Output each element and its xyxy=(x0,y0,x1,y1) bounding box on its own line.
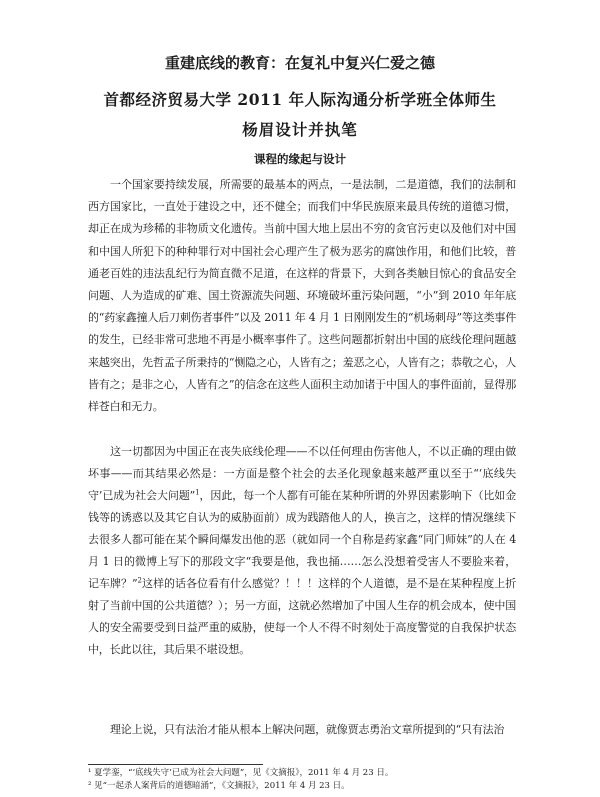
designer-line: 杨眉设计并执笔 xyxy=(242,120,358,139)
paragraph2-text-a: 这一切都因为中国正在丧失底线伦理——不以任何理由伤害他人，不以正确的理由做坏事——而其结果必然是：一方面是整个社会的去圣化现象越来越严重以至于“‘底线失守’已成为社会大问题” xyxy=(88,445,516,502)
paragraph2-text-c: 这样的话各位看有什么感觉？！！！这样的个人道德，是不是在某种程度上折射了当前中国的公共道德？）；另一方面，这就必然增加了中国人生存的机会成本，使中国人的安全需要受到日益严重的威胁，使每一个人不得不时刻处于高度警觉的自我保护状态中，长此以往，其后果不堪设想。 xyxy=(88,577,517,656)
paragraph2-text-b: ，因此，每一个人都有可能在某种所谓的外界因素影响下（比如金钱等的诱惑以及其它自认为的威胁面前）成为践踏他人的人，换言之，这样的情况继续下去很多人都可能在某个瞬间爆发出他的恶（就如同一个自称是药家鑫“同门师妹”的人在 4 月 1 日的微博上写下的那段文字“我要是他，我也捅……怎么没想着受害人不要脸来着，记车牌？” xyxy=(88,489,517,590)
document-title: 重建底线的教育：在复礼中复兴仁爱之德 xyxy=(164,54,435,72)
footnote-ref-2[interactable]: 2 xyxy=(137,576,142,585)
paragraph-theory: 理论上说，只有法治才能从根本上解决问题，就像贾志勇治文章所提到的“只有法治 xyxy=(110,723,505,736)
footnote-divider xyxy=(88,764,263,765)
paragraph-intro: 一个国家要持续发展，所需要的最基本的两点，一是法制，二是道德，我们的法制和西方国家比，一直处于建设之中，还不健全；而我们中华民族原来最具传统的道德习惯，却正在成为珍稀的非物质文化遗传。当前中国大地上层出不穷的贪官污吏以及他们对中国和中国人所犯下的种种罪行对中国社会心理产生了极为恶劣的腐蚀作用，和他们比较，普通老百姓的违法乱纪行为简直微不足道，在这样的背景下，大到各类触目惊心的食品安全问题、人为造成的矿难、国土资源流失问题、环境破坏重污染问题，“小”到 2010 年年底的“药家鑫撞人后刀刺伤者事件”以及 2011 年 4 月 1 日刚刚发生的“机场刺母”等这类事件的发生，已经非常可悲地不再是小概率事件了。这些问题都折射出中国的底线伦理问题越来越突出，先哲孟子所秉持的“恻隐之心，人皆有之；羞恶之心，人皆有之；恭敬之心，人皆有之；是非之心，人皆有之”的信念在这些人面积主动加诸于中国人的事件面前，显得那样苍白和无力。 xyxy=(88,178,516,414)
footnote-1: ¹ 夏学銮，“‘底线失守’已成为社会大问题”，见《文摘报》，2011 年 4 月 23 日。 xyxy=(88,768,394,778)
paragraph-bottom-line xyxy=(88,441,516,661)
section-heading: 课程的缘起与设计 xyxy=(254,152,346,166)
authors-line: 首都经济贸易大学 2011 年人际沟通分析学班全体师生 xyxy=(103,90,497,109)
footnote-2: ² 见“一起杀人案背后的道德暗涌”，《文摘报》，2011 年 4 月 23 日。 xyxy=(88,781,350,791)
footnote-ref-1[interactable]: 1 xyxy=(195,488,200,497)
